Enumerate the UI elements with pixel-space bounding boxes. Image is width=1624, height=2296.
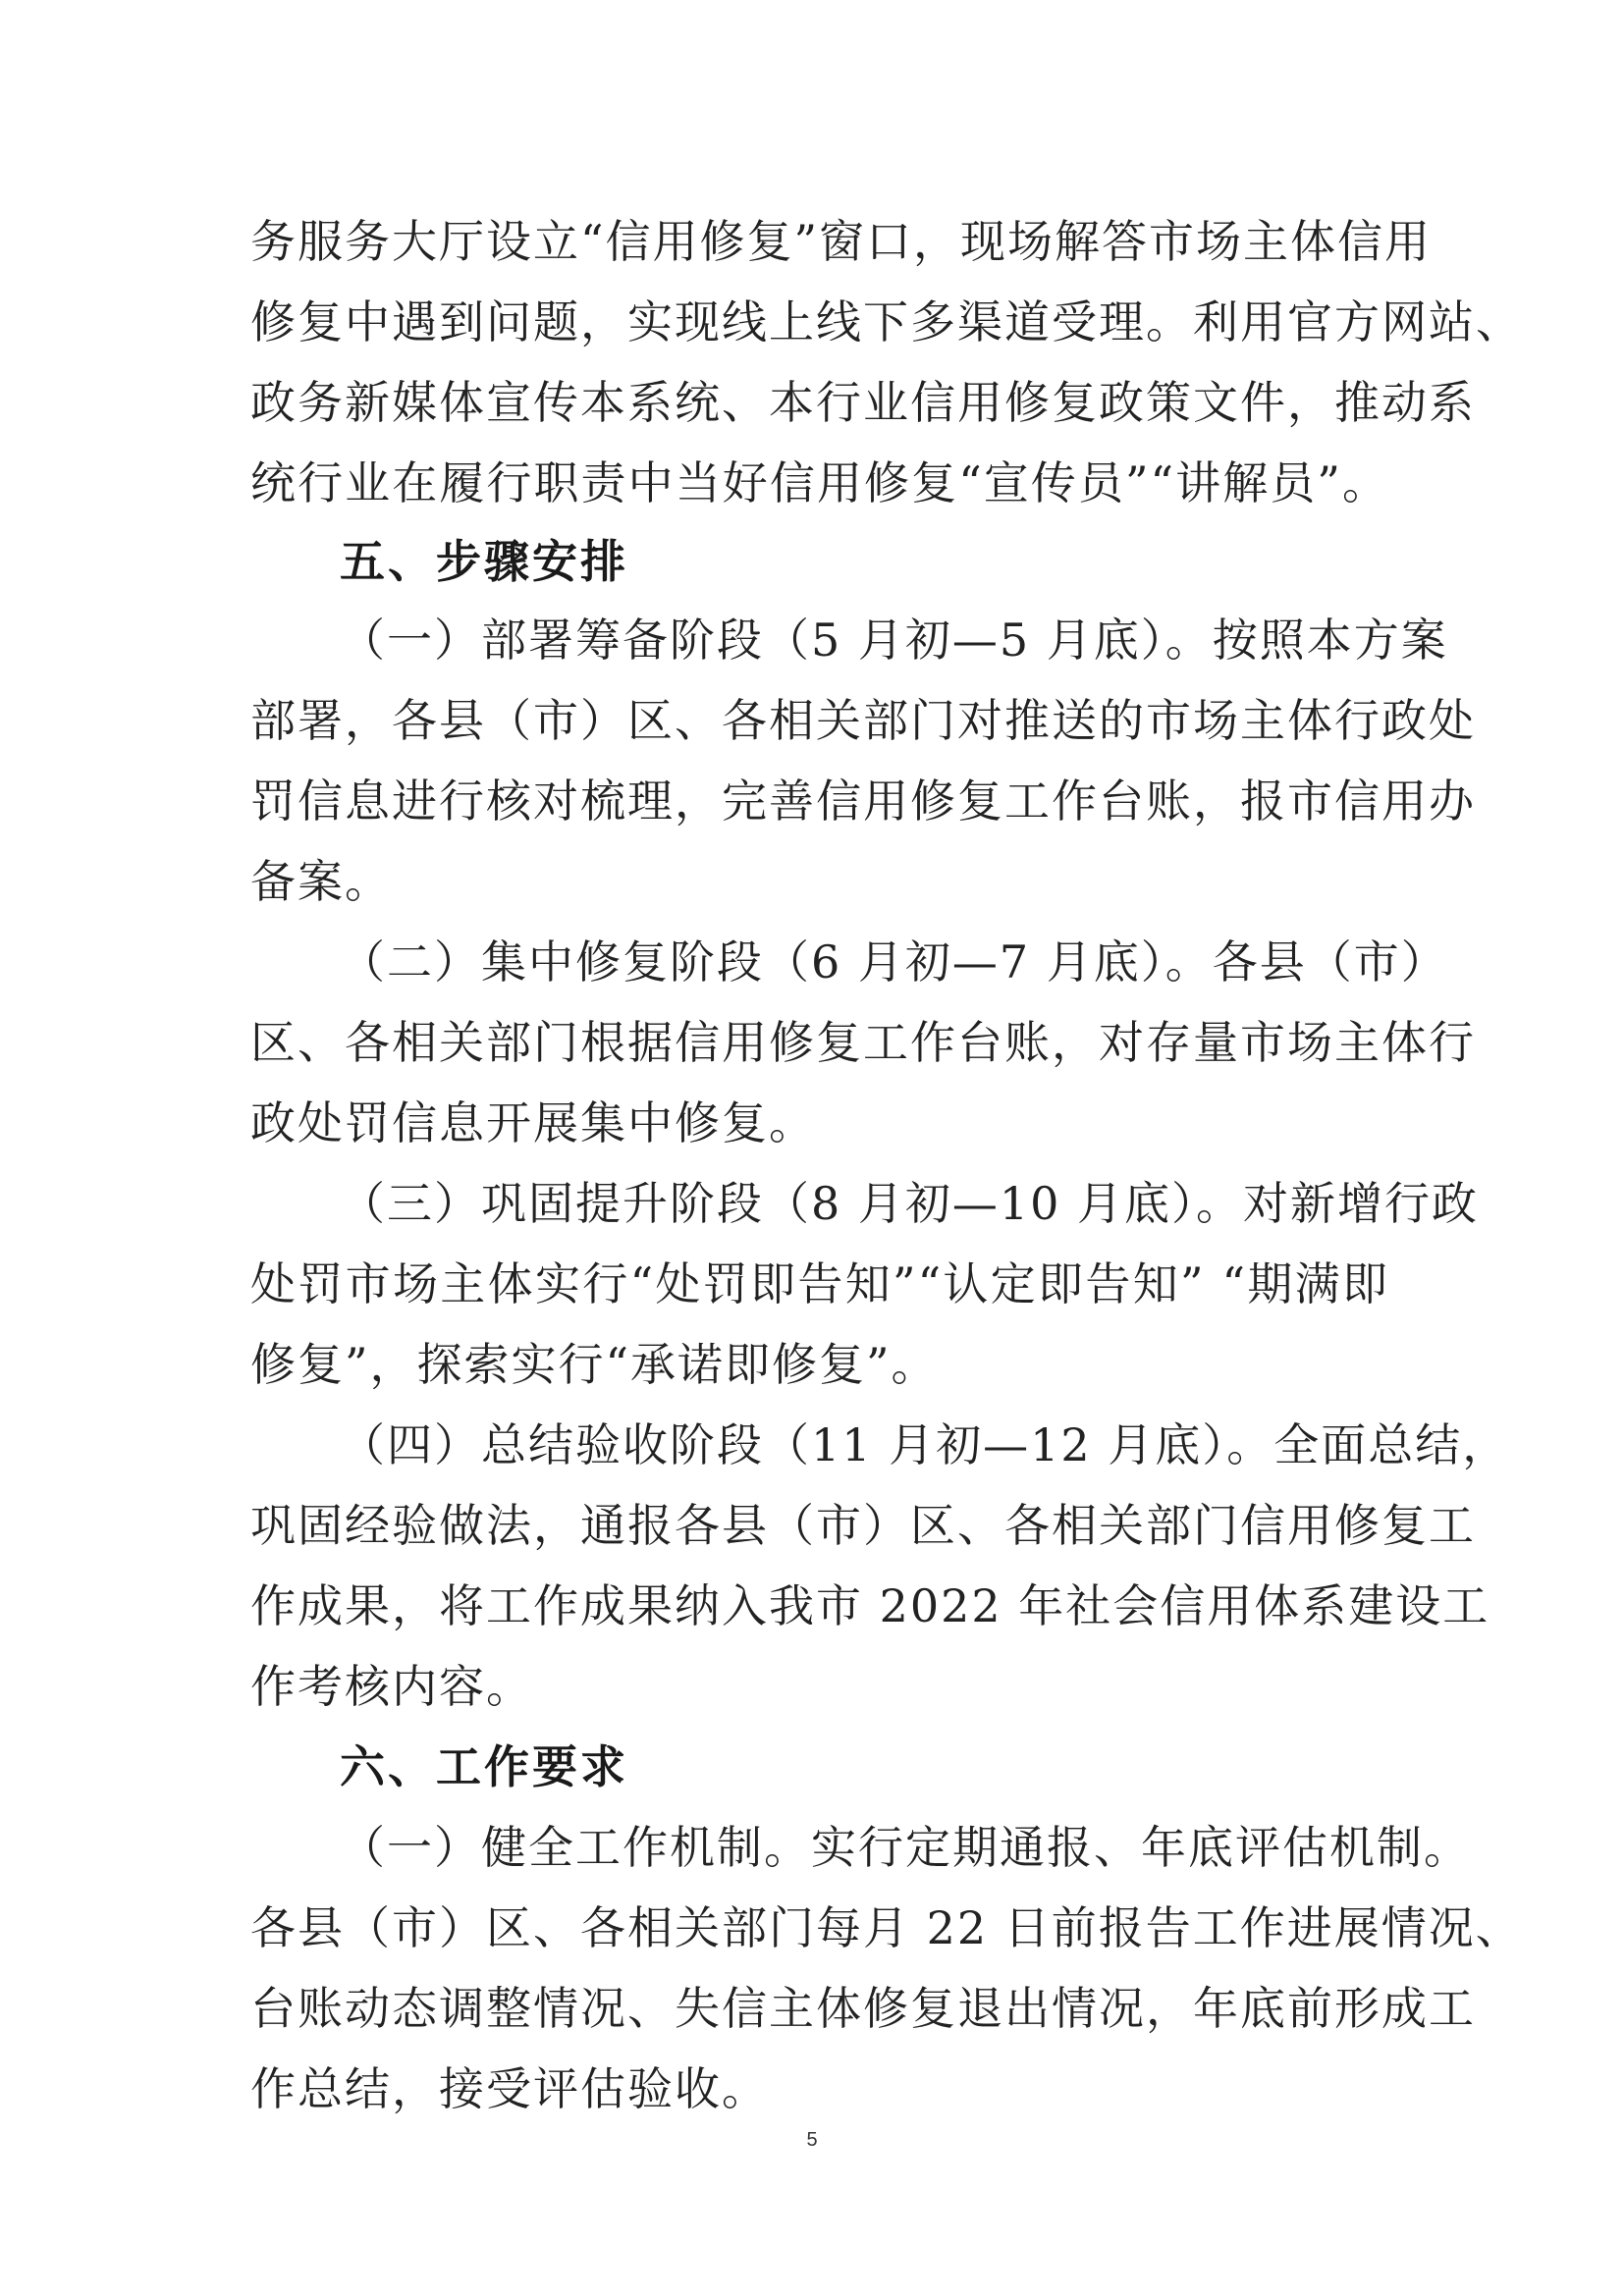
section-heading-requirements: 六、工作要求 bbox=[340, 1740, 628, 1793]
paragraph-line: 政务新媒体宣传本系统、本行业信用修复政策文件，推动系 bbox=[250, 376, 1476, 429]
paragraph-line: 各县（市）区、各相关部门每月 22 日前报告工作进展情况、 bbox=[250, 1901, 1523, 1954]
paragraph-line: 作总结，接受评估验收。 bbox=[250, 2062, 769, 2115]
paragraph-line: （一）部署筹备阶段（5 月初—5 月底）。按照本方案 bbox=[340, 614, 1448, 667]
paragraph-line: 政处罚信息开展集中修复。 bbox=[250, 1096, 816, 1149]
paragraph-line: 台账动态调整情况、失信主体修复退出情况，年底前形成工 bbox=[250, 1982, 1476, 2035]
paragraph-line: （二）集中修复阶段（6 月初—7 月底）。各县（市） bbox=[340, 935, 1448, 988]
paragraph-line: 罚信息进行核对梳理，完善信用修复工作台账，报市信用办 bbox=[250, 774, 1476, 828]
paragraph-line: （三）巩固提升阶段（8 月初—10 月底）。对新增行政 bbox=[340, 1177, 1480, 1230]
paragraph-line: 统行业在履行职责中当好信用修复“宣传员”“讲解员”。 bbox=[250, 456, 1389, 509]
paragraph-line: 务服务大厅设立“信用修复”窗口，现场解答市场主体信用 bbox=[250, 215, 1433, 268]
section-heading-steps: 五、步骤安排 bbox=[340, 535, 628, 588]
paragraph-line: （四）总结验收阶段（11 月初—12 月底）。全面总结， bbox=[340, 1418, 1510, 1471]
paragraph-line: 部署，各县（市）区、各相关部门对推送的市场主体行政处 bbox=[250, 694, 1476, 747]
page-number: 5 bbox=[806, 2129, 818, 2151]
paragraph-line: 修复中遇到问题，实现线上线下多渠道受理。利用官方网站、 bbox=[250, 295, 1523, 348]
paragraph-line: 作考核内容。 bbox=[250, 1660, 533, 1713]
paragraph-line: 处罚市场主体实行“处罚即告知”“认定即告知” “期满即 bbox=[250, 1257, 1389, 1310]
paragraph-line: 作成果，将工作成果纳入我市 2022 年社会信用体系建设工 bbox=[250, 1579, 1490, 1632]
paragraph-line: 区、各相关部门根据信用修复工作台账，对存量市场主体行 bbox=[250, 1016, 1476, 1069]
paragraph-line: 修复”，探索实行“承诺即修复”。 bbox=[250, 1338, 939, 1391]
paragraph-line: （一）健全工作机制。实行定期通报、年底评估机制。 bbox=[340, 1821, 1471, 1874]
paragraph-line: 巩固经验做法，通报各县（市）区、各相关部门信用修复工 bbox=[250, 1499, 1476, 1552]
paragraph-line: 备案。 bbox=[250, 855, 392, 908]
